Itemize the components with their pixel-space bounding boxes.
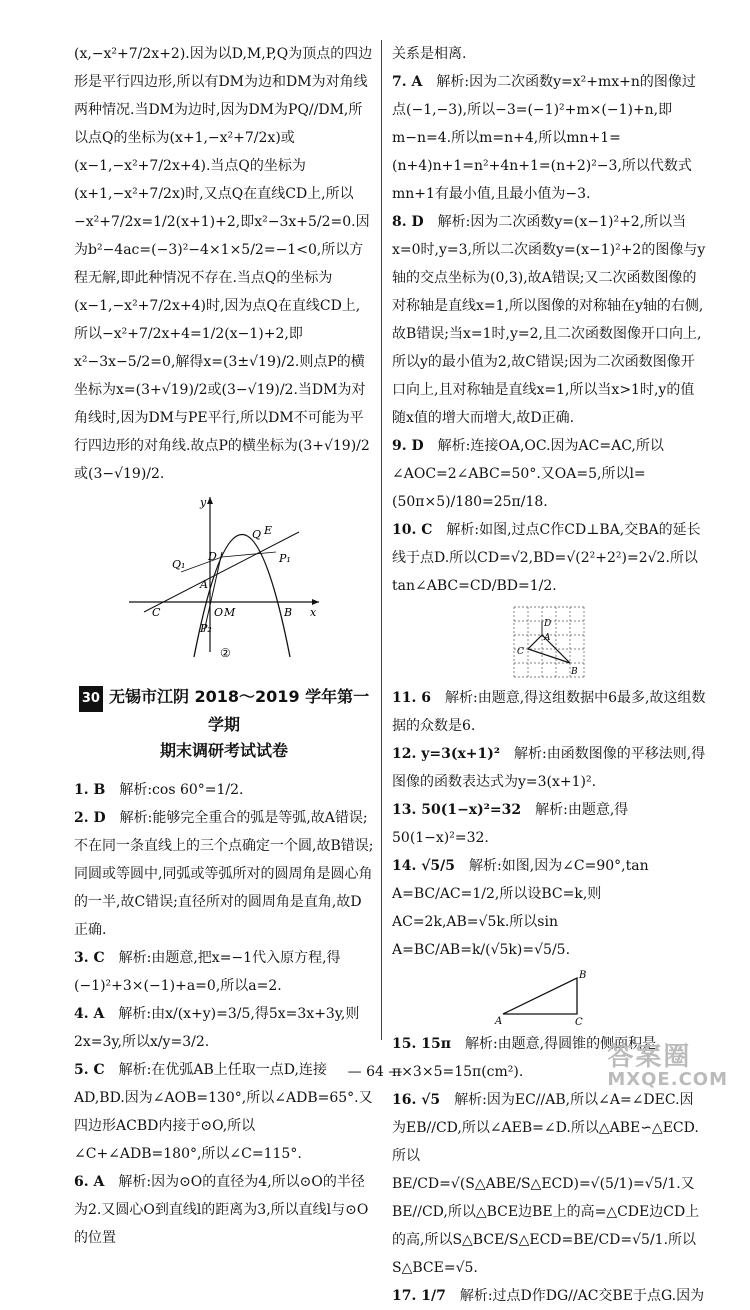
- continued-solution: (x,−x²+7/2x+2).因为以D,M,P,Q为顶点的四边形是平行四边形,所以有DM为边和DM为对角线两种情况.当DM为边时,因为DM为PQ//DM,所以点Q的坐标为(x+1,−x²+7/2x)或(x−1,−x²+7/2x+4).当点Q的坐标为(x+1,−x²+7/2x)时,又点Q在直线CD上,所以−x²+7/2x=1/2(x+1)+2,即x²−3x+5/2=0.因为b²−4ac=(−3)²−4×1×5/2=−1<0,所以方程无解,即此种情况不存在.当点Q的坐标为(x−1,−x²+7/2x+4)时,因为点Q在直线CD上,所以−x²+7/2x+4=1/2(x−1)+2,即x²−3x−5/2=0,解得x=(3±√19)/2.则点P的横坐标为x=(3+√19)/2或(3−√19)/2.当DM为对角线时,因为DM与PE平行,所以DM不可能为平行四边形的对角线.故点P的横坐标为(3+√19)/2或(3−√19)/2.: [74, 46, 373, 482]
- watermark-logo: 答案圈 MXQE.COM: [607, 1042, 728, 1090]
- svg-text:O: O: [214, 606, 224, 619]
- answer-item: 15. 15π 解析:由题意,得圆锥的侧面积是π×3×5=15π(cm²).: [392, 1036, 657, 1080]
- section-number-badge: 30: [79, 686, 103, 712]
- answer-item: 9. D 解析:连接OA,OC.因为AC=AC,所以∠AOC=2∠ABC=50°.又OA=5,所以l=(50π×5)/180=25π/18.: [392, 438, 664, 510]
- svg-text:y: y: [200, 496, 207, 509]
- svg-text:P₂: P₂: [200, 622, 212, 635]
- answer-item: 2. D 解析:能够完全重合的弧是等弧,故A错误;不在同一条直线上的三个点确定一个圆,故B错误;同圆或等圆中,同弧或等弧所对的圆周角是圆心角的一半,故C错误;直径所对的圆周角是直角,故D正确.: [74, 810, 374, 938]
- answer-item: 17. 1/7 解析:过点D作DG//AC交BE于点G.因为: [392, 1288, 705, 1304]
- answer-item: 关系是相离.: [392, 46, 467, 62]
- grid-figure: [511, 604, 587, 680]
- svg-text:P₁: P₁: [279, 552, 291, 565]
- parabola-figure: [124, 492, 324, 662]
- answer-item: 13. 50(1−x)²=32 解析:由题意,得50(1−x)²=32.: [392, 802, 629, 846]
- answer-item: 16. √5 解析:因为EC//AB,所以∠A=∠DEC.因为EB//CD,所以∠AEB=∠D.所以△ABE∽△ECD.所以BE/CD=√(S△ABE/S△ECD)=√(5/1)=√5/1.又BE//CD,所以△BCE边BE上的高=△CDE边CD上的高,所以S△BCE/S△ECD=BE/CD=√5/1.所以S△BCE=√5.: [392, 1092, 700, 1276]
- column-divider: [381, 40, 382, 1040]
- section-title-line1: 无锡市江阴 2018～2019 学年第一学期: [108, 687, 370, 734]
- svg-text:M: M: [224, 606, 236, 619]
- page-number: — 64 —: [347, 1064, 403, 1080]
- svg-text:D: D: [208, 550, 217, 563]
- answer-item: 1. B 解析:cos 60°=1/2.: [74, 782, 244, 798]
- answer-item: 3. C 解析:由题意,把x=−1代入原方程,得(−1)²+3×(−1)+a=0,所以a=2.: [74, 950, 341, 994]
- answer-item: 10. C 解析:如图,过点C作CD⊥BA,交BA的延长线于点D.所以CD=√2,BD=√(2²+2²)=2√2.所以tan∠ABC=CD/BD=1/2.: [392, 522, 701, 594]
- svg-text:B: B: [284, 606, 293, 619]
- right-column: [392, 40, 706, 1310]
- answer-item: 7. A 解析:因为二次函数y=x²+mx+n的图像过点(−1,−3),所以−3=(−1)²+m×(−1)+n,即m−n=4.所以m=n+4,所以mn+1=(n+4)n+1=n²+4n+1=(n+2)²−3,所以代数式mn+1有最小值,且最小值为−3.: [392, 74, 696, 202]
- svg-text:A: A: [495, 1016, 503, 1026]
- answer-item: 6. A 解析:因为⊙O的直径为4,所以⊙O的半径为2.又圆心O到直线l的距离为3,所以直线l与⊙O的位置: [74, 1174, 369, 1246]
- answer-item: 4. A 解析:由x/(x+y)=3/5,得5x=3x+3y,则2x=3y,所以x/y=3/2.: [74, 1006, 360, 1050]
- svg-text:C: C: [517, 647, 524, 657]
- svg-text:E: E: [264, 524, 273, 537]
- answer-item: 14. √5/5 解析:如图,因为∠C=90°,tan A=BC/AC=1/2,所以设BC=k,则AC=2k,AB=√5k.所以sin A=BC/AB=k/(√5k)=√5/5.: [392, 858, 649, 958]
- svg-text:C: C: [152, 606, 161, 619]
- right-triangle-figure: [489, 968, 609, 1026]
- answer-item: 11. 6 解析:由题意,得这组数据中6最多,故这组数据的众数是6.: [392, 690, 706, 734]
- svg-text:②: ②: [220, 646, 231, 660]
- answer-item: 5. C 解析:在优弧AB上任取一点D,连接AD,BD.因为∠AOB=130°,所以∠ADB=65°.又四边形ACBD内接于⊙O,所以∠C+∠ADB=180°,所以∠C=115°.: [74, 1062, 373, 1162]
- section-heading: [74, 684, 374, 764]
- answer-item: 8. D 解析:因为二次函数y=(x−1)²+2,所以当x=0时,y=3,所以二次函数y=(x−1)²+2的图像与y轴的交点坐标为(0,3),故A错误;又二次函数图像的对称轴是直线x=1,所以图像的对称轴在y轴的右侧,故B错误;当x=1时,y=2,且二次函数图像开口向上,所以y的最小值为2,故C错误;因为二次函数图像开口向上,且对称轴是直线x=1,所以当x>1时,y的值随x值的增大而增大,故D正确.: [392, 214, 706, 426]
- svg-text:A: A: [200, 578, 208, 591]
- svg-text:A: A: [544, 633, 551, 643]
- svg-text:C: C: [575, 1017, 583, 1026]
- svg-text:D: D: [544, 619, 552, 629]
- section-title-line2: 期末调研考试试卷: [159, 741, 288, 760]
- svg-text:Q₁: Q₁: [172, 558, 186, 571]
- svg-text:Q: Q: [252, 528, 262, 541]
- svg-text:B: B: [571, 667, 578, 677]
- answer-item: 12. y=3(x+1)² 解析:由函数图像的平移法则,得图像的函数表达式为y=3(x+1)².: [392, 746, 706, 790]
- svg-text:x: x: [310, 606, 317, 619]
- svg-text:B: B: [579, 970, 587, 981]
